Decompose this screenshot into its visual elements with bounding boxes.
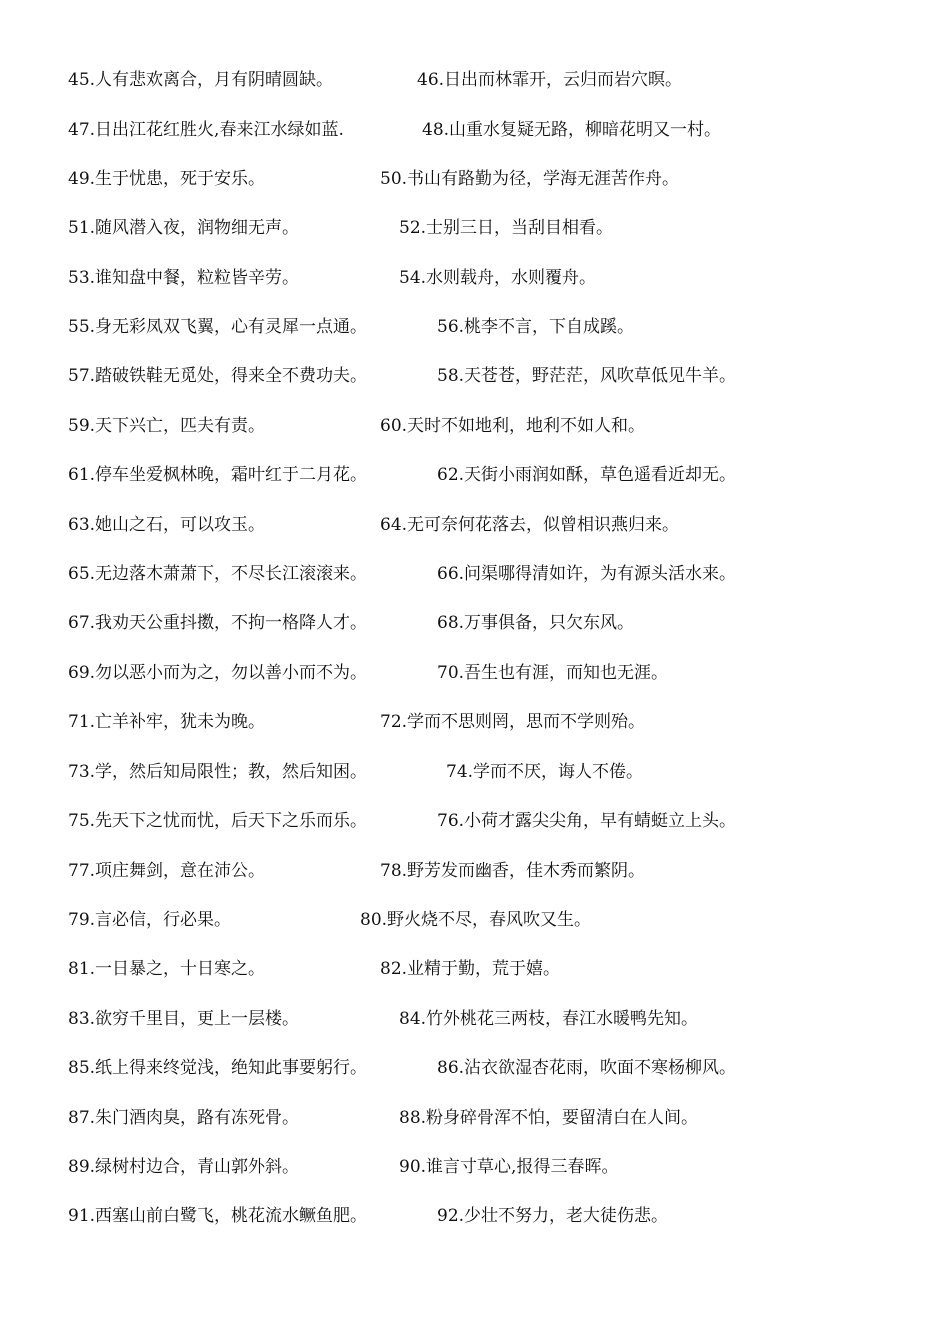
proverb-right: 50.书山有路勤为径，学海无涯苦作舟。 — [380, 169, 680, 189]
proverb-right: 68.万事俱备，只欠东风。 — [437, 613, 635, 633]
proverb-right: 48.山重水复疑无路，柳暗花明又一村。 — [422, 120, 722, 140]
proverb-right: 60.天时不如地利，地利不如人和。 — [380, 416, 646, 436]
proverb-right: 88.粉身碎骨浑不怕，要留清白在人间。 — [399, 1108, 699, 1128]
proverb-left: 91.西塞山前白鹭飞，桃花流水鳜鱼肥。 — [68, 1206, 368, 1226]
proverb-right: 70.吾生也有涯，而知也无涯。 — [437, 663, 669, 683]
proverb-left: 45.人有悲欢离合，月有阴晴圆缺。 — [68, 70, 334, 90]
proverb-right: 76.小荷才露尖尖角，早有蜻蜓立上头。 — [437, 811, 737, 831]
proverb-left: 67.我劝天公重抖擞，不拘一格降人才。 — [68, 613, 368, 633]
proverb-left: 49.生于忧患，死于安乐。 — [68, 169, 266, 189]
proverb-left: 81.一日暴之，十日寒之。 — [68, 959, 266, 979]
proverb-right: 62.天街小雨润如酥，草色遥看近却无。 — [437, 465, 737, 485]
proverb-left: 83.欲穷千里目，更上一层楼。 — [68, 1009, 300, 1029]
proverb-left: 73.学，然后知局限性；教，然后知困。 — [68, 762, 368, 782]
proverb-left: 47.日出江花红胜火,春来江水绿如蓝. — [68, 120, 344, 140]
proverb-left: 51.随风潜入夜，润物细无声。 — [68, 218, 300, 238]
proverb-left: 79.言必信，行必果。 — [68, 910, 232, 930]
proverb-right: 54.水则载舟，水则覆舟。 — [399, 268, 597, 288]
proverb-right: 80.野火烧不尽，春风吹又生。 — [360, 910, 592, 930]
proverb-left: 63.她山之石，可以攻玉。 — [68, 515, 266, 535]
proverb-right: 64.无可奈何花落去，似曾相识燕归来。 — [380, 515, 680, 535]
proverb-left: 55.身无彩凤双飞翼，心有灵犀一点通。 — [68, 317, 368, 337]
proverb-right: 66.问渠哪得清如许，为有源头活水来。 — [437, 564, 737, 584]
proverb-left: 57.踏破铁鞋无觅处，得来全不费功夫。 — [68, 366, 368, 386]
proverb-left: 89.绿树村边合，青山郭外斜。 — [68, 1157, 300, 1177]
proverb-right: 72.学而不思则罔，思而不学则殆。 — [380, 712, 646, 732]
proverb-right: 78.野芳发而幽香，佳木秀而繁阴。 — [380, 861, 646, 881]
proverb-right: 92.少壮不努力，老大徒伤悲。 — [437, 1206, 669, 1226]
proverb-right: 86.沾衣欲湿杏花雨，吹面不寒杨柳风。 — [437, 1058, 737, 1078]
proverb-right: 52.士别三日，当刮目相看。 — [399, 218, 614, 238]
proverb-left: 71.亡羊补牢，犹未为晚。 — [68, 712, 266, 732]
proverb-left: 53.谁知盘中餐，粒粒皆辛劳。 — [68, 268, 300, 288]
proverb-right: 56.桃李不言，下自成蹊。 — [437, 317, 635, 337]
proverb-left: 65.无边落木萧萧下，不尽长江滚滚来。 — [68, 564, 368, 584]
proverb-right: 84.竹外桃花三两枝，春江水暖鸭先知。 — [399, 1009, 699, 1029]
proverb-left: 61.停车坐爱枫林晚，霜叶红于二月花。 — [68, 465, 368, 485]
proverb-right: 90.谁言寸草心,报得三春晖。 — [399, 1157, 619, 1177]
proverb-right: 74.学而不厌，诲人不倦。 — [446, 762, 644, 782]
proverb-left: 69.勿以恶小而为之，勿以善小而不为。 — [68, 663, 368, 683]
proverb-left: 85.纸上得来终觉浅，绝知此事要躬行。 — [68, 1058, 368, 1078]
proverb-left: 75.先天下之忧而忧，后天下之乐而乐。 — [68, 811, 368, 831]
proverb-right: 58.天苍苍，野茫茫，风吹草低见牛羊。 — [437, 366, 737, 386]
proverb-left: 77.项庄舞剑，意在沛公。 — [68, 861, 266, 881]
proverb-right: 82.业精于勤，荒于嬉。 — [380, 959, 561, 979]
proverb-left: 59.天下兴亡，匹夫有责。 — [68, 416, 266, 436]
proverb-left: 87.朱门酒肉臭，路有冻死骨。 — [68, 1108, 300, 1128]
proverb-right: 46.日出而林霏开，云归而岩穴暝。 — [417, 70, 683, 90]
